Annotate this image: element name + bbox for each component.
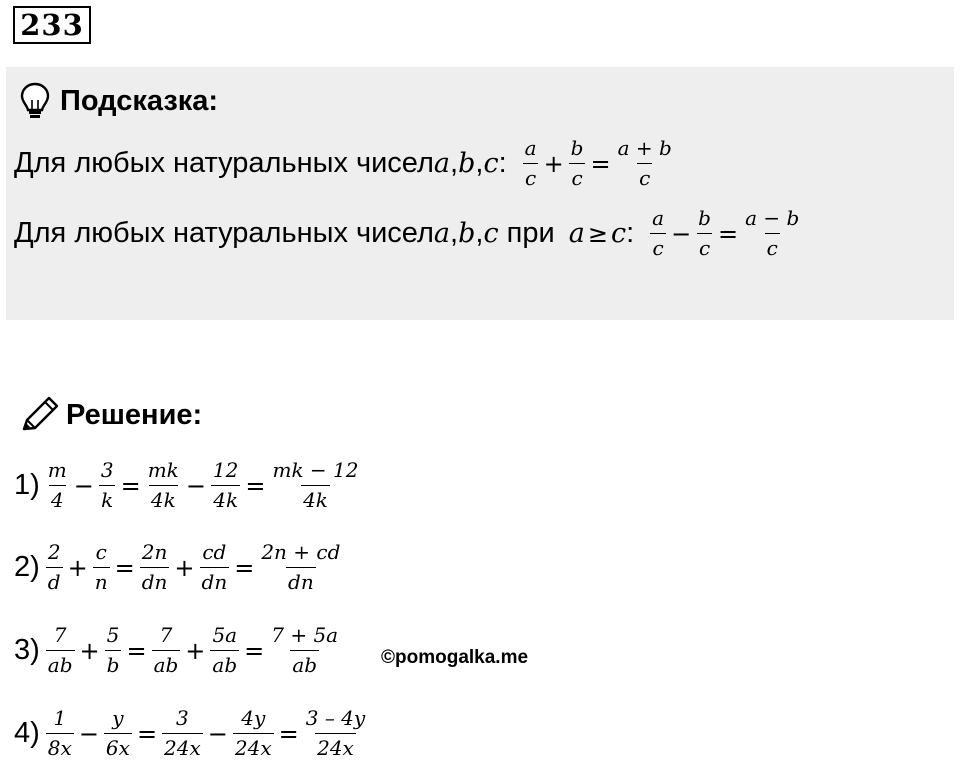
denominator: 24x [162, 733, 203, 761]
numerator: 1 [53, 706, 67, 730]
denominator: ab [152, 650, 181, 678]
denominator: ab [290, 650, 319, 678]
equals-sign: = [114, 553, 135, 582]
numerator: 3 [100, 458, 114, 482]
denominator: 4k [211, 485, 240, 513]
denominator: k [99, 485, 115, 513]
fraction [140, 540, 170, 595]
fraction [211, 458, 240, 513]
fraction [46, 706, 74, 761]
numerator: c [95, 540, 107, 564]
fraction: $\frac{b}{c}$ [698, 206, 711, 260]
denominator: 4k [301, 485, 330, 513]
fraction [105, 623, 122, 678]
numerator: 7 + 5a [271, 623, 339, 647]
solution-item [14, 706, 369, 761]
fraction [146, 458, 181, 513]
numerator: 12 [212, 458, 239, 482]
item-index: 4) [14, 717, 40, 749]
equals-sign: = [245, 471, 266, 500]
fraction: $\frac{a}{c}$ [524, 136, 537, 190]
hint-panel [6, 67, 954, 320]
fraction [210, 623, 239, 678]
numerator: 7 [53, 623, 67, 647]
numerator: 4y [241, 706, 266, 730]
solution-header [18, 395, 202, 435]
solution-item [14, 540, 344, 595]
equals-sign: = [234, 553, 255, 582]
operator: − [185, 471, 206, 500]
numerator: 2n + cd [261, 540, 341, 564]
fraction: $\frac{a - b}{c}$ [745, 206, 800, 260]
operator: + [185, 636, 206, 665]
fraction [270, 458, 360, 513]
task-number: 233 [13, 6, 91, 44]
fraction: $\frac{b}{c}$ [570, 136, 584, 190]
solution-item [14, 623, 342, 678]
watermark: ©pomogalka.me [381, 647, 529, 668]
fraction [99, 458, 116, 513]
solution-title: Решение: [66, 398, 203, 431]
fraction [233, 706, 274, 761]
numerator: 2n [141, 540, 168, 564]
denominator: 6x [104, 733, 132, 761]
fraction [152, 623, 181, 678]
denominator: b [105, 650, 122, 678]
solution-item [14, 458, 363, 513]
fraction [46, 623, 75, 678]
operator: + [67, 553, 88, 582]
fraction [93, 540, 110, 595]
fraction: $\frac{a}{c}$ [652, 206, 665, 260]
denominator: n [93, 567, 110, 595]
denominator: d [46, 567, 63, 595]
equals-sign: = [244, 636, 265, 665]
denominator: 4k [149, 485, 178, 513]
item-index: 1) [14, 469, 40, 501]
equals-sign: = [136, 719, 158, 748]
lightbulb-icon [20, 82, 50, 120]
denominator: ab [210, 650, 239, 678]
numerator: 3 – 4y [305, 706, 366, 730]
item-index: 3) [14, 634, 40, 666]
item-index: 2) [14, 551, 40, 583]
pencil-icon [18, 395, 60, 435]
denominator: 24x [315, 733, 356, 761]
fraction [259, 540, 342, 595]
fraction [162, 706, 203, 761]
fraction [46, 540, 63, 595]
hint-line-1: Для любых натуральных чисел a , b , c : $\frac{a}{c}$ + $\frac{b}{c}$ = $\frac{a + b}{c}$ [14, 136, 672, 190]
numerator: mk − 12 [272, 458, 359, 482]
numerator: 3 [176, 706, 189, 730]
denominator: 8x [46, 733, 74, 761]
numerator: mk [147, 458, 179, 482]
denominator: 24x [233, 733, 274, 761]
operator: − [73, 471, 94, 500]
numerator: 5a [212, 623, 238, 647]
equals-sign: = [126, 636, 147, 665]
equals-sign: = [278, 719, 299, 748]
denominator: dn [286, 567, 316, 595]
fraction [200, 540, 230, 595]
hint-title: Подсказка: [60, 84, 219, 117]
denominator: 4 [49, 485, 66, 513]
operator: + [79, 636, 100, 665]
numerator: 5 [106, 623, 120, 647]
operator: − [78, 719, 99, 748]
denominator: ab [46, 650, 75, 678]
numerator: 7 [159, 623, 173, 647]
numerator: cd [202, 540, 227, 564]
numerator: 2 [47, 540, 61, 564]
hint-header [20, 82, 218, 120]
fraction [46, 458, 69, 513]
fraction: $\frac{a + b}{c}$ [617, 136, 672, 190]
operator: − [207, 719, 228, 748]
fraction [269, 623, 340, 678]
hint-line-2: Для любых натуральных чисел a , b , c при a ≥ c : $\frac{a}{c}$ − $\frac{b}{c}$ = $\frac{a - b}{c}$ [14, 206, 800, 260]
numerator: m [47, 458, 67, 482]
equals-sign: = [120, 471, 141, 500]
fraction [104, 706, 132, 761]
numerator: y [112, 706, 124, 730]
fraction [304, 706, 367, 761]
operator: + [174, 553, 195, 582]
denominator: dn [200, 567, 230, 595]
denominator: dn [140, 567, 170, 595]
